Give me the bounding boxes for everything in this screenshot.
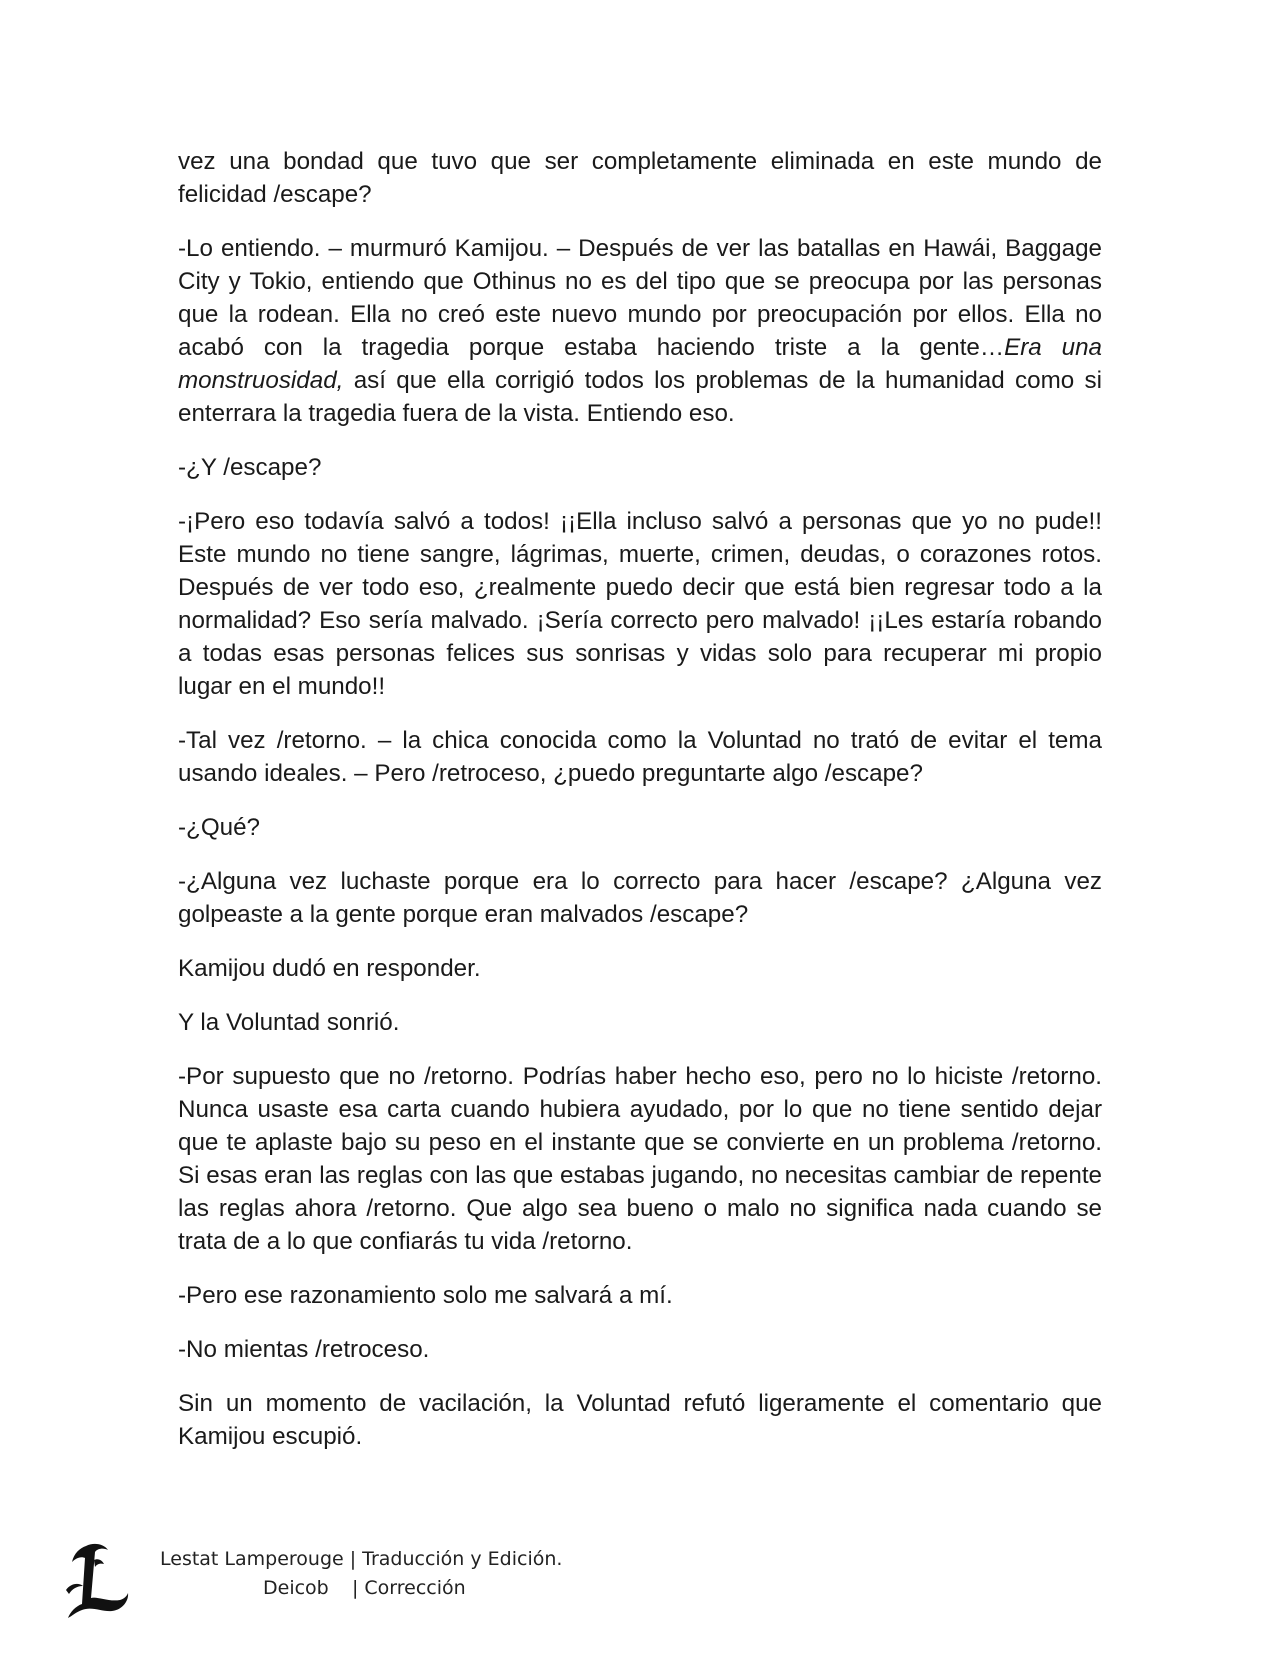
text-run: -¡Pero eso todavía salvó a todos! ¡¡Ella incluso salvó a personas que yo no pude!! Este mundo no tiene sangre, lágrimas, muerte, crimen, deudas, o corazones rotos. Después de ver todo eso, ¿realmente puedo decir que está bien regresar todo a la normalidad? Eso sería malvado. ¡Sería correcto pero malvado! ¡¡Les estaría robando a todas esas personas felices sus sonrisas y vidas solo para recuperar mi propio lugar en el mundo!! [178,508,1102,700]
text-run: -¿Y /escape? [178,454,322,481]
paragraph [178,1333,1102,1366]
paragraph [178,724,1102,790]
text-run: -¿Qué? [178,814,260,841]
text-run: -Pero ese razonamiento solo me salvará a mí. [178,1282,673,1309]
paragraph [178,811,1102,844]
paragraph [178,1060,1102,1258]
paragraph [178,865,1102,931]
credit-name: Lestat Lamperouge [160,1548,344,1570]
paragraph [178,1279,1102,1312]
text-run: -Tal vez /retorno. – la chica conocida como la Voluntad no trató de evitar el tema usando ideales. – Pero /retroceso, ¿puedo preguntarte algo /escape? [178,727,1102,787]
paragraph [178,451,1102,484]
credit-role: Corrección [364,1577,466,1599]
paragraph [178,1006,1102,1039]
paragraph [178,952,1102,985]
credit-role: Traducción y Edición. [362,1548,563,1570]
italic-text-run: Era una monstruosidad, [178,334,1102,394]
gothic-l-logo-graphic [64,1540,130,1620]
text-run: Y la Voluntad sonrió. [178,1009,400,1036]
credit-line-proofreader [160,1574,562,1603]
text-run: así que ella corrigió todos los problemas de la humanidad como si enterrara la tragedia fuera de la vista. Entiendo eso. [178,367,1102,427]
credit-separator: | [349,1548,357,1570]
paragraph [178,505,1102,703]
paragraph [178,232,1102,430]
text-run: Kamijou dudó en responder. [178,955,481,982]
text-run: -Lo entiendo. – murmuró Kamijou. – Después de ver las batallas en Hawái, Baggage City y Tokio, entiendo que Othinus no es del tipo que se preocupa por las personas que la rodean. Ella no creó este nuevo mundo por preocupación por ellos. Ella no acabó con la tragedia porque estaba haciendo triste a la gente… [178,235,1102,361]
paragraph [178,145,1102,211]
paragraph [178,1387,1102,1453]
gothic-l-logo-icon [64,1540,130,1620]
document-body [178,145,1102,1474]
credit-name: Deicob [263,1577,329,1599]
text-run: Sin un momento de vacilación, la Voluntad refutó ligeramente el comentario que Kamijou escupió. [178,1390,1102,1450]
text-run: -No mientas /retroceso. [178,1336,430,1363]
text-run: vez una bondad que tuvo que ser completamente eliminada en este mundo de felicidad /escape? [178,148,1102,208]
text-run: -¿Alguna vez luchaste porque era lo correcto para hacer /escape? ¿Alguna vez golpeaste a la gente porque eran malvados /escape? [178,868,1102,928]
footer-credits [160,1545,562,1603]
credit-line-translator [160,1545,562,1574]
credit-separator: | [352,1577,359,1599]
text-run: -Por supuesto que no /retorno. Podrías haber hecho eso, pero no lo hiciste /retorno. Nunca usaste esa carta cuando hubiera ayudado, por lo que no tiene sentido dejar que te aplaste bajo su peso en el instante que se convierte en un problema /retorno. Si esas eran las reglas con las que estabas jugando, no necesitas cambiar de repente las reglas ahora /retorno. Que algo sea bueno o malo no significa nada cuando se trata de a lo que confiarás tu vida /retorno. [178,1063,1102,1255]
